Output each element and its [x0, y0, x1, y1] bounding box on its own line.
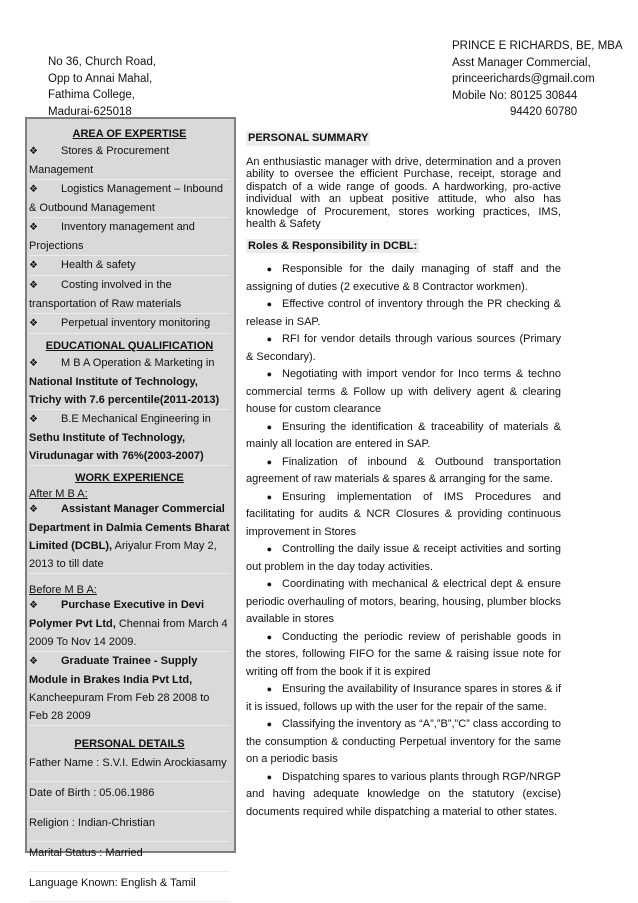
education-item: ❖ M B A Operation & Marketing in National Institute of Technology, Trichy with 7.6 percentile(2011-2013): [29, 354, 230, 410]
bullet-icon: ●: [266, 684, 272, 694]
diamond-bullet-icon: ❖: [29, 656, 38, 667]
address-line: Opp to Annai Mahal,: [48, 72, 153, 85]
address-line: Fathima College,: [48, 89, 135, 101]
diamond-bullet-icon: ❖: [29, 222, 38, 233]
role-item: ● Controlling the daily issue & receipt activities and sorting out problem in the day today activities.: [246, 543, 561, 573]
roles-title: Roles & Responsibility in DCBL:: [248, 239, 418, 252]
diamond-bullet-icon: ❖: [29, 280, 38, 291]
diamond-bullet-icon: ❖: [29, 146, 38, 157]
role-item: ● Classifying the inventory as “A”,”B”,”C” class according to the consumption & conducting Perpetual inventory for the same on a periodic basis: [246, 718, 561, 765]
role-item: ● Effective control of inventory through the PR checking & release in SAP.: [246, 298, 561, 328]
candidate-title: Asst Manager Commercial,: [452, 56, 591, 69]
main-content: [246, 131, 561, 821]
personal-detail-row: Father Name : S.V.I. Edwin Arockiasamy: [29, 752, 230, 782]
role-item: ● Ensuring implementation of IMS Procedures and facilitating for audits & NCR Closures & providing continuous improvement in Stores: [246, 490, 561, 538]
candidate-name: PRINCE E RICHARDS, BE, MBA: [452, 40, 623, 52]
bullet-icon: ●: [266, 579, 272, 589]
bullet-icon: ●: [266, 491, 272, 502]
bullet-icon: ●: [266, 456, 272, 467]
diamond-bullet-icon: ❖: [29, 184, 38, 195]
address-line: No 36, Church Road,: [48, 56, 157, 68]
summary-text: An enthusiastic manager with drive, determination and a proven ability to oversee the efficient Purchase, receipt, storage and dispatch of a wide range of goods. A hardworking, pro-active individual with an upbeat positive attitude, who also has knowledge of Procurement, stores working practices, IMS, health & Safety: [246, 155, 561, 230]
personal-detail-row: Marital Status : Married: [29, 842, 230, 872]
expertise-item: ❖ Perpetual inventory monitoring: [29, 314, 230, 334]
bullet-icon: ●: [266, 369, 272, 379]
mobile-alt: 94420 60780: [510, 106, 578, 118]
summary-title: PERSONAL SUMMARY: [248, 132, 369, 144]
role-item: ● Responsible for the daily managing of staff and the assigning of duties (2 executive & 8 Contractor workmen).: [246, 263, 561, 293]
work-item: ❖ Graduate Trainee - Supply Module in Brakes India Pvt Ltd, Kancheepuram From Feb 28 2008 to Feb 28 2009: [29, 652, 230, 726]
address-block: [48, 54, 156, 120]
bullet-icon: ●: [266, 771, 272, 782]
address-line: Madurai-625018: [48, 105, 132, 118]
bullet-icon: ●: [266, 264, 272, 274]
diamond-bullet-icon: ❖: [29, 318, 38, 329]
diamond-bullet-icon: ❖: [29, 600, 38, 611]
work-item: ❖ Assistant Manager Commercial Department in Dalmia Cements Bharat Limited (DCBL), Ariyalur From May 2, 2013 to till date: [29, 500, 230, 574]
diamond-bullet-icon: ❖: [29, 358, 38, 369]
expertise-item: ❖ Inventory management and Projections: [29, 218, 230, 256]
expertise-item: ❖ Costing involved in the transportation of Raw materials: [29, 276, 230, 314]
contact-block: [452, 38, 623, 121]
bullet-icon: ●: [266, 631, 272, 642]
role-item: ● Ensuring the identification & traceability of materials & mainly all location are entered in SAP.: [246, 420, 561, 450]
personal-detail-row: Language Known: English & Tamil: [29, 872, 230, 902]
email[interactable]: princeerichards@gmail.com: [452, 73, 595, 85]
diamond-bullet-icon: ❖: [29, 260, 38, 271]
bullet-icon: ●: [266, 299, 272, 309]
role-item: ● Coordinating with mechanical & electrical dept & ensure periodic overhauling of motors, bearing, housing, plumber blocks available in stores: [246, 578, 561, 625]
personal-detail-row: Religion : Indian-Christian: [29, 812, 230, 842]
expertise-item: ❖ Logistics Management – Inbound & Outbound Management: [29, 180, 230, 218]
work-item: ❖ Purchase Executive in Devi Polymer Pvt Ltd, Chennai from March 4 2009 To Nov 14 2009.: [29, 596, 230, 652]
bullet-icon: ●: [266, 544, 272, 554]
before-mba-label: Before M B A:: [29, 584, 97, 596]
role-item: ● Finalization of inbound & Outbound transportation agreement of raw materials & spares & arranging for the same.: [246, 455, 561, 485]
expertise-title: AREA OF EXPERTISE: [72, 128, 187, 140]
diamond-bullet-icon: ❖: [29, 414, 38, 425]
diamond-bullet-icon: ❖: [29, 504, 38, 515]
bullet-icon: ●: [266, 334, 272, 344]
bullet-icon: ●: [266, 719, 272, 729]
personal-detail-row: Date of Birth : 05.06.1986: [29, 782, 230, 812]
role-item: ● Ensuring the availability of Insurance spares in stores & if it is issued, follows up with the user for the repair of the same.: [246, 683, 561, 713]
expertise-item: ❖ Health & safety: [29, 256, 230, 276]
education-item: ❖ B.E Mechanical Engineering in Sethu Institute of Technology, Virudunagar with 76%(2003-2007): [29, 410, 230, 466]
education-title: EDUCATIONAL QUALIFICATION: [45, 340, 214, 352]
role-item: ● Negotiating with import vendor for Inco terms & techno commercial terms & Follow up with delivery agent & clearing house for custom clearance: [246, 368, 561, 415]
after-mba-label: After M B A:: [29, 488, 88, 500]
mobile: Mobile No: 80125 30844: [452, 89, 578, 102]
expertise-item: ❖ Stores & Procurement Management: [29, 142, 230, 180]
role-item: ● Dispatching spares to various plants through RGP/NRGP and having adequate knowledge on the statutory (excise) documents required while dispatching a material to other states.: [246, 770, 561, 818]
personal-title: PERSONAL DETAILS: [74, 738, 185, 750]
sidebar: [25, 117, 236, 889]
work-title: WORK EXPERIENCE: [75, 472, 184, 484]
role-item: ● Conducting the periodic review of perishable goods in the stores, following FIFO for the same & raising issue note for writing off from the book if it is expired: [246, 630, 561, 678]
role-item: ● RFI for vendor details through various sources (Primary & Secondary).: [246, 333, 561, 363]
bullet-icon: ●: [266, 421, 272, 432]
